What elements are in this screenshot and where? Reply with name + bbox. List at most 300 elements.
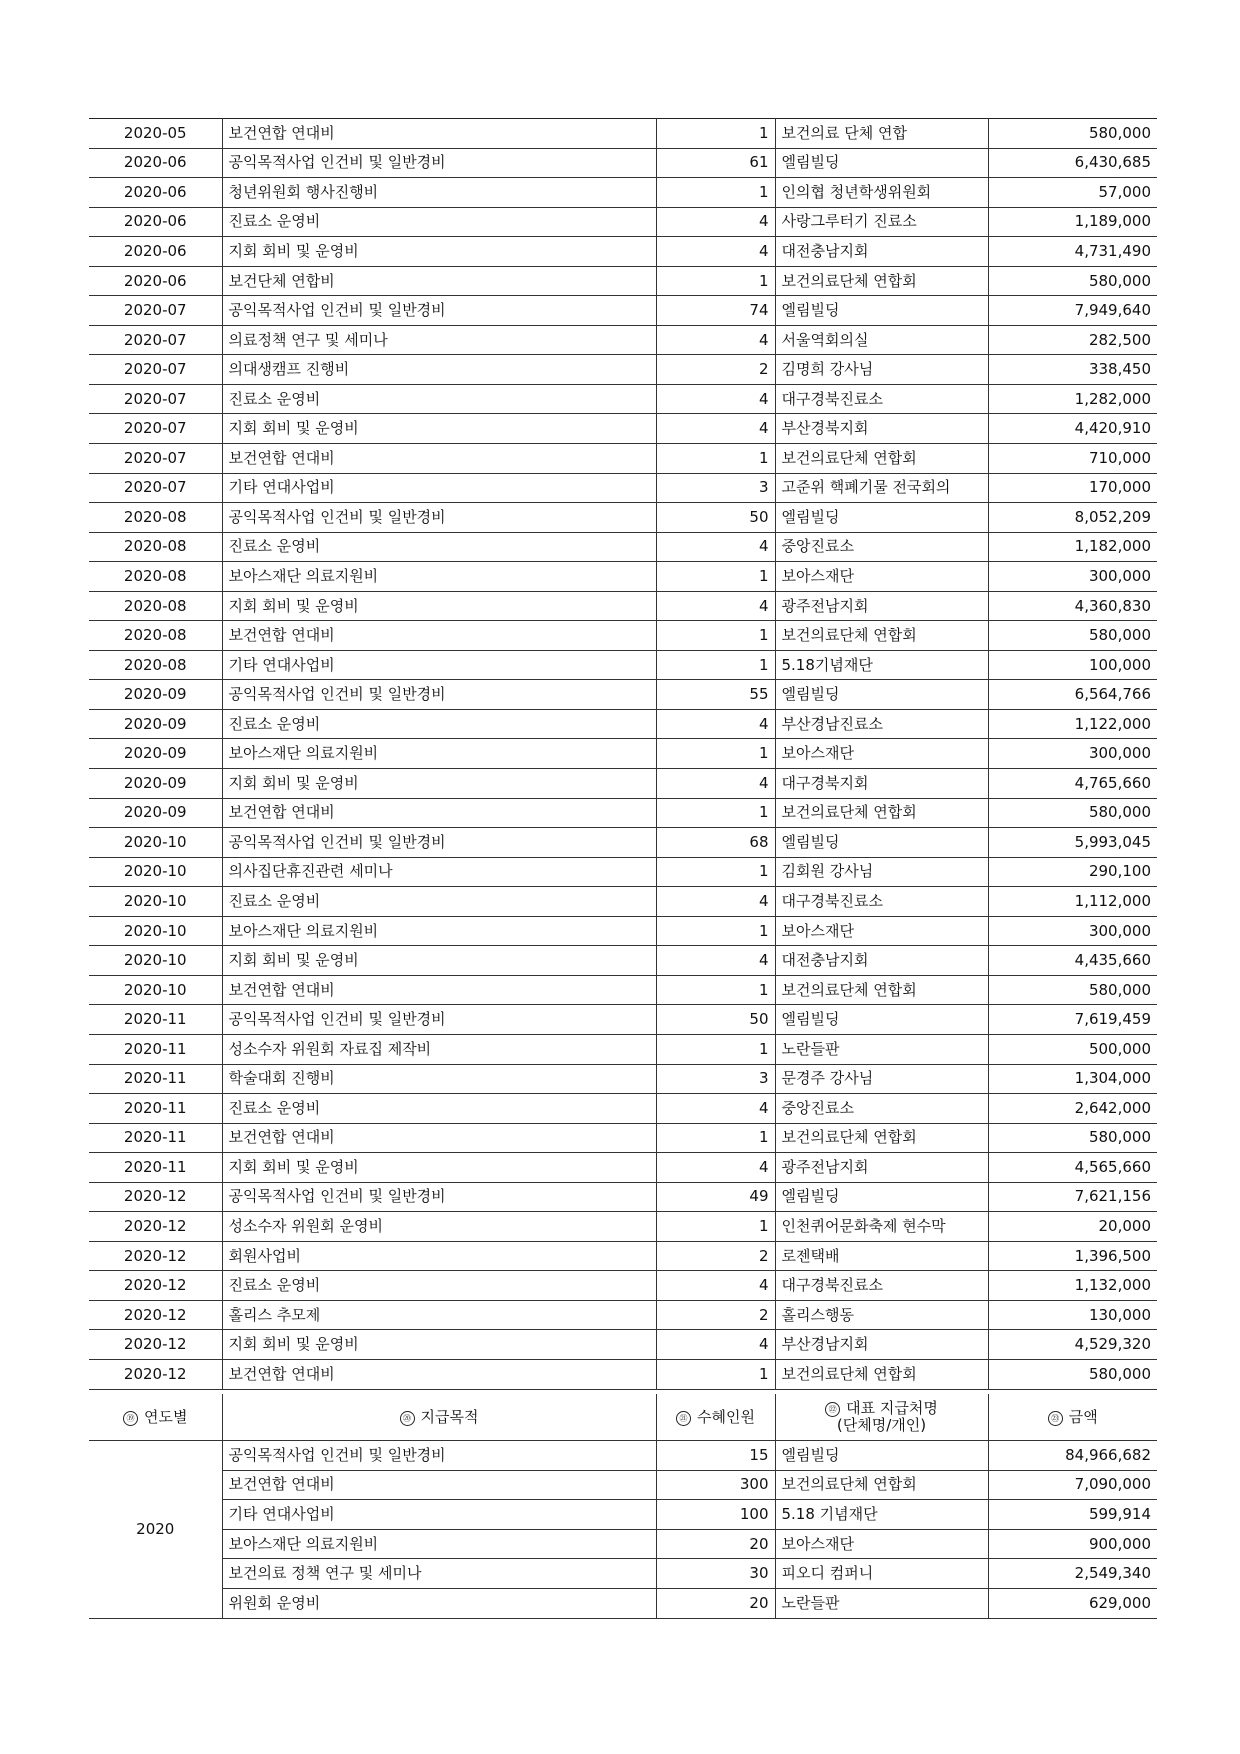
amount-cell: 710,000 bbox=[988, 444, 1157, 474]
table-row bbox=[89, 414, 1157, 444]
purpose-cell: 진료소 운영비 bbox=[222, 384, 656, 414]
detail-table-body bbox=[89, 119, 1157, 1390]
purpose-cell: 보아스재단 의료지원비 bbox=[222, 562, 656, 592]
summary-amount-cell: 599,914 bbox=[988, 1500, 1157, 1530]
recipient-cell: 엘림빌딩 bbox=[775, 1182, 988, 1212]
table-row bbox=[89, 473, 1157, 503]
count-cell: 2 bbox=[656, 355, 775, 385]
recipient-header bbox=[775, 1394, 988, 1441]
summary-row bbox=[89, 1441, 1157, 1471]
recipient-cell: 서울역회의실 bbox=[775, 325, 988, 355]
table-row bbox=[89, 769, 1157, 799]
purpose-cell: 공익목적사업 인건비 및 일반경비 bbox=[222, 828, 656, 858]
date-cell: 2020-10 bbox=[89, 946, 222, 976]
table-row bbox=[89, 237, 1157, 267]
recipient-cell: 보건의료단체 연합회 bbox=[775, 798, 988, 828]
recipient-cell: 문경주 강사님 bbox=[775, 1064, 988, 1094]
count-cell: 55 bbox=[656, 680, 775, 710]
table-row bbox=[89, 650, 1157, 680]
recipient-cell: 로젠택배 bbox=[775, 1241, 988, 1271]
date-cell: 2020-09 bbox=[89, 739, 222, 769]
amount-number-badge: ㉓ bbox=[1048, 1411, 1063, 1426]
date-cell: 2020-12 bbox=[89, 1212, 222, 1242]
count-cell: 61 bbox=[656, 148, 775, 178]
amount-cell: 580,000 bbox=[988, 798, 1157, 828]
amount-cell: 4,731,490 bbox=[988, 237, 1157, 267]
table-row bbox=[89, 325, 1157, 355]
table-row bbox=[89, 1153, 1157, 1183]
summary-count-cell: 100 bbox=[656, 1500, 775, 1530]
recipient-cell: 중앙진료소 bbox=[775, 1094, 988, 1124]
amount-cell: 1,282,000 bbox=[988, 384, 1157, 414]
recipient-cell: 김명희 강사님 bbox=[775, 355, 988, 385]
summary-purpose-cell: 기타 연대사업비 bbox=[222, 1500, 656, 1530]
date-cell: 2020-07 bbox=[89, 325, 222, 355]
date-cell: 2020-06 bbox=[89, 237, 222, 267]
purpose-cell: 보건연합 연대비 bbox=[222, 1123, 656, 1153]
recipient-cell: 고준위 핵폐기물 전국회의 bbox=[775, 473, 988, 503]
summary-row bbox=[89, 1470, 1157, 1500]
table-row bbox=[89, 1034, 1157, 1064]
purpose-cell: 의사집단휴진관련 세미나 bbox=[222, 857, 656, 887]
recipient-header-label: 대표 지급처명 bbox=[846, 1399, 938, 1418]
count-cell: 4 bbox=[656, 887, 775, 917]
date-cell: 2020-10 bbox=[89, 975, 222, 1005]
summary-amount-cell: 629,000 bbox=[988, 1588, 1157, 1618]
table-row bbox=[89, 148, 1157, 178]
table-row bbox=[89, 1359, 1157, 1389]
amount-cell: 5,993,045 bbox=[988, 828, 1157, 858]
count-cell: 4 bbox=[656, 1153, 775, 1183]
recipient-cell: 대구경북지회 bbox=[775, 769, 988, 799]
amount-cell: 4,435,660 bbox=[988, 946, 1157, 976]
count-cell: 4 bbox=[656, 1094, 775, 1124]
count-cell: 4 bbox=[656, 237, 775, 267]
purpose-cell: 진료소 운영비 bbox=[222, 532, 656, 562]
year-header-label: 연도별 bbox=[144, 1407, 188, 1426]
date-cell: 2020-07 bbox=[89, 384, 222, 414]
date-cell: 2020-12 bbox=[89, 1330, 222, 1360]
table-row bbox=[89, 207, 1157, 237]
amount-cell: 580,000 bbox=[988, 1123, 1157, 1153]
amount-cell: 1,189,000 bbox=[988, 207, 1157, 237]
purpose-cell: 보건연합 연대비 bbox=[222, 798, 656, 828]
table-row bbox=[89, 680, 1157, 710]
recipient-header-sublabel: (단체명/개인) bbox=[836, 1416, 927, 1435]
recipient-cell: 엘림빌딩 bbox=[775, 1005, 988, 1035]
table-row bbox=[89, 503, 1157, 533]
summary-row bbox=[89, 1529, 1157, 1559]
table-row bbox=[89, 178, 1157, 208]
purpose-cell: 보아스재단 의료지원비 bbox=[222, 916, 656, 946]
date-cell: 2020-12 bbox=[89, 1300, 222, 1330]
table-row bbox=[89, 1064, 1157, 1094]
recipient-cell: 김회원 강사님 bbox=[775, 857, 988, 887]
count-cell: 1 bbox=[656, 975, 775, 1005]
recipient-cell: 5.18기념재단 bbox=[775, 650, 988, 680]
table-row bbox=[89, 384, 1157, 414]
purpose-number-badge: ⑳ bbox=[400, 1411, 415, 1426]
date-cell: 2020-07 bbox=[89, 355, 222, 385]
count-cell: 4 bbox=[656, 1330, 775, 1360]
amount-header-label: 금액 bbox=[1068, 1407, 1098, 1426]
date-cell: 2020-08 bbox=[89, 650, 222, 680]
purpose-cell: 성소수자 위원회 운영비 bbox=[222, 1212, 656, 1242]
summary-recipient-cell: 피오디 컴퍼니 bbox=[775, 1559, 988, 1589]
summary-purpose-cell: 보아스재단 의료지원비 bbox=[222, 1529, 656, 1559]
purpose-cell: 진료소 운영비 bbox=[222, 1094, 656, 1124]
amount-cell: 1,304,000 bbox=[988, 1064, 1157, 1094]
table-row bbox=[89, 1212, 1157, 1242]
count-number-badge: ㉑ bbox=[676, 1411, 691, 1426]
table-row bbox=[89, 591, 1157, 621]
count-cell: 1 bbox=[656, 916, 775, 946]
recipient-cell: 노란들판 bbox=[775, 1034, 988, 1064]
table-row bbox=[89, 532, 1157, 562]
recipient-cell: 보아스재단 bbox=[775, 739, 988, 769]
amount-cell: 290,100 bbox=[988, 857, 1157, 887]
amount-cell: 300,000 bbox=[988, 562, 1157, 592]
date-cell: 2020-10 bbox=[89, 828, 222, 858]
annual-summary-table bbox=[89, 1394, 1157, 1619]
amount-cell: 57,000 bbox=[988, 178, 1157, 208]
amount-header bbox=[988, 1394, 1157, 1441]
purpose-cell: 진료소 운영비 bbox=[222, 207, 656, 237]
count-cell: 1 bbox=[656, 1123, 775, 1153]
count-cell: 1 bbox=[656, 798, 775, 828]
date-cell: 2020-08 bbox=[89, 621, 222, 651]
purpose-cell: 지회 회비 및 운영비 bbox=[222, 237, 656, 267]
count-cell: 1 bbox=[656, 562, 775, 592]
date-cell: 2020-11 bbox=[89, 1034, 222, 1064]
purpose-cell: 공익목적사업 인건비 및 일반경비 bbox=[222, 296, 656, 326]
purpose-cell: 성소수자 위원회 자료집 제작비 bbox=[222, 1034, 656, 1064]
count-cell: 3 bbox=[656, 1064, 775, 1094]
count-cell: 4 bbox=[656, 709, 775, 739]
date-cell: 2020-09 bbox=[89, 798, 222, 828]
date-cell: 2020-09 bbox=[89, 680, 222, 710]
count-cell: 1 bbox=[656, 119, 775, 149]
purpose-cell: 공익목적사업 인건비 및 일반경비 bbox=[222, 1182, 656, 1212]
date-cell: 2020-10 bbox=[89, 887, 222, 917]
summary-count-cell: 15 bbox=[656, 1441, 775, 1471]
purpose-cell: 기타 연대사업비 bbox=[222, 473, 656, 503]
recipient-cell: 대구경북진료소 bbox=[775, 384, 988, 414]
table-row bbox=[89, 946, 1157, 976]
recipient-cell: 인의협 청년학생위원회 bbox=[775, 178, 988, 208]
amount-cell: 1,112,000 bbox=[988, 887, 1157, 917]
recipient-cell: 보아스재단 bbox=[775, 916, 988, 946]
date-cell: 2020-12 bbox=[89, 1271, 222, 1301]
table-row bbox=[89, 562, 1157, 592]
count-cell: 4 bbox=[656, 769, 775, 799]
summary-row bbox=[89, 1588, 1157, 1618]
recipient-cell: 대구경북진료소 bbox=[775, 1271, 988, 1301]
date-cell: 2020-11 bbox=[89, 1094, 222, 1124]
purpose-cell: 지회 회비 및 운영비 bbox=[222, 1330, 656, 1360]
count-cell: 1 bbox=[656, 1359, 775, 1389]
count-cell: 4 bbox=[656, 591, 775, 621]
count-cell: 1 bbox=[656, 739, 775, 769]
purpose-cell: 의료정책 연구 및 세미나 bbox=[222, 325, 656, 355]
count-cell: 1 bbox=[656, 857, 775, 887]
count-cell: 1 bbox=[656, 621, 775, 651]
purpose-cell: 보건연합 연대비 bbox=[222, 1359, 656, 1389]
count-cell: 1 bbox=[656, 178, 775, 208]
count-cell: 1 bbox=[656, 1212, 775, 1242]
count-cell: 1 bbox=[656, 444, 775, 474]
summary-count-cell: 20 bbox=[656, 1529, 775, 1559]
expenditure-detail-table bbox=[89, 118, 1157, 1390]
count-cell: 1 bbox=[656, 1034, 775, 1064]
summary-amount-cell: 7,090,000 bbox=[988, 1470, 1157, 1500]
amount-cell: 580,000 bbox=[988, 1359, 1157, 1389]
table-row bbox=[89, 266, 1157, 296]
date-cell: 2020-08 bbox=[89, 532, 222, 562]
table-row bbox=[89, 621, 1157, 651]
date-cell: 2020-06 bbox=[89, 178, 222, 208]
amount-cell: 4,529,320 bbox=[988, 1330, 1157, 1360]
summary-count-cell: 20 bbox=[656, 1588, 775, 1618]
date-cell: 2020-12 bbox=[89, 1359, 222, 1389]
date-cell: 2020-11 bbox=[89, 1123, 222, 1153]
amount-cell: 338,450 bbox=[988, 355, 1157, 385]
purpose-cell: 지회 회비 및 운영비 bbox=[222, 769, 656, 799]
recipient-cell: 대전충남지회 bbox=[775, 946, 988, 976]
purpose-cell: 의대생캠프 진행비 bbox=[222, 355, 656, 385]
recipient-cell: 엘림빌딩 bbox=[775, 503, 988, 533]
date-cell: 2020-12 bbox=[89, 1241, 222, 1271]
amount-cell: 6,564,766 bbox=[988, 680, 1157, 710]
table-row bbox=[89, 1005, 1157, 1035]
recipient-cell: 엘림빌딩 bbox=[775, 680, 988, 710]
purpose-cell: 홀리스 추모제 bbox=[222, 1300, 656, 1330]
recipient-cell: 중앙진료소 bbox=[775, 532, 988, 562]
recipient-cell: 부산경남진료소 bbox=[775, 709, 988, 739]
recipient-cell: 홀리스행동 bbox=[775, 1300, 988, 1330]
summary-recipient-cell: 보아스재단 bbox=[775, 1529, 988, 1559]
table-row bbox=[89, 1094, 1157, 1124]
summary-recipient-cell: 보건의료단체 연합회 bbox=[775, 1470, 988, 1500]
recipient-cell: 부산경남지회 bbox=[775, 1330, 988, 1360]
table-row bbox=[89, 798, 1157, 828]
count-cell: 4 bbox=[656, 1271, 775, 1301]
recipient-cell: 보건의료단체 연합회 bbox=[775, 621, 988, 651]
count-cell: 4 bbox=[656, 414, 775, 444]
count-header bbox=[656, 1394, 775, 1441]
summary-purpose-cell: 공익목적사업 인건비 및 일반경비 bbox=[222, 1441, 656, 1471]
count-cell: 68 bbox=[656, 828, 775, 858]
purpose-cell: 보건연합 연대비 bbox=[222, 621, 656, 651]
amount-cell: 4,765,660 bbox=[988, 769, 1157, 799]
amount-cell: 500,000 bbox=[988, 1034, 1157, 1064]
date-cell: 2020-09 bbox=[89, 769, 222, 799]
recipient-cell: 보건의료단체 연합회 bbox=[775, 975, 988, 1005]
purpose-cell: 보건단체 연합비 bbox=[222, 266, 656, 296]
summary-count-cell: 30 bbox=[656, 1559, 775, 1589]
purpose-cell: 지회 회비 및 운영비 bbox=[222, 946, 656, 976]
amount-cell: 1,132,000 bbox=[988, 1271, 1157, 1301]
recipient-cell: 엘림빌딩 bbox=[775, 148, 988, 178]
amount-cell: 170,000 bbox=[988, 473, 1157, 503]
recipient-cell: 대전충남지회 bbox=[775, 237, 988, 267]
date-cell: 2020-06 bbox=[89, 266, 222, 296]
date-cell: 2020-06 bbox=[89, 148, 222, 178]
summary-amount-cell: 2,549,340 bbox=[988, 1559, 1157, 1589]
purpose-cell: 학술대회 진행비 bbox=[222, 1064, 656, 1094]
recipient-cell: 사랑그루터기 진료소 bbox=[775, 207, 988, 237]
date-cell: 2020-11 bbox=[89, 1064, 222, 1094]
amount-cell: 8,052,209 bbox=[988, 503, 1157, 533]
recipient-cell: 광주전남지회 bbox=[775, 1153, 988, 1183]
recipient-cell: 부산경북지회 bbox=[775, 414, 988, 444]
date-cell: 2020-08 bbox=[89, 591, 222, 621]
purpose-header bbox=[222, 1394, 656, 1441]
amount-cell: 100,000 bbox=[988, 650, 1157, 680]
purpose-cell: 보건연합 연대비 bbox=[222, 975, 656, 1005]
summary-purpose-cell: 보건연합 연대비 bbox=[222, 1470, 656, 1500]
amount-cell: 300,000 bbox=[988, 739, 1157, 769]
count-cell: 2 bbox=[656, 1241, 775, 1271]
date-cell: 2020-12 bbox=[89, 1182, 222, 1212]
summary-amount-cell: 84,966,682 bbox=[988, 1441, 1157, 1471]
purpose-cell: 보아스재단 의료지원비 bbox=[222, 739, 656, 769]
count-cell: 4 bbox=[656, 384, 775, 414]
date-cell: 2020-05 bbox=[89, 119, 222, 149]
amount-cell: 580,000 bbox=[988, 266, 1157, 296]
count-cell: 74 bbox=[656, 296, 775, 326]
amount-cell: 7,621,156 bbox=[988, 1182, 1157, 1212]
count-cell: 2 bbox=[656, 1300, 775, 1330]
summary-purpose-cell: 보건의료 정책 연구 및 세미나 bbox=[222, 1559, 656, 1589]
table-row bbox=[89, 1182, 1157, 1212]
amount-cell: 2,642,000 bbox=[988, 1094, 1157, 1124]
amount-cell: 1,396,500 bbox=[988, 1241, 1157, 1271]
purpose-cell: 지회 회비 및 운영비 bbox=[222, 1153, 656, 1183]
date-cell: 2020-11 bbox=[89, 1005, 222, 1035]
amount-cell: 580,000 bbox=[988, 119, 1157, 149]
table-row bbox=[89, 857, 1157, 887]
recipient-cell: 대구경북진료소 bbox=[775, 887, 988, 917]
table-row bbox=[89, 1330, 1157, 1360]
table-row bbox=[89, 1300, 1157, 1330]
table-row bbox=[89, 916, 1157, 946]
amount-cell: 4,360,830 bbox=[988, 591, 1157, 621]
table-row bbox=[89, 444, 1157, 474]
recipient-cell: 인천퀴어문화축제 현수막 bbox=[775, 1212, 988, 1242]
count-cell: 1 bbox=[656, 650, 775, 680]
year-header bbox=[89, 1394, 222, 1441]
table-row bbox=[89, 828, 1157, 858]
purpose-cell: 보건연합 연대비 bbox=[222, 444, 656, 474]
summary-amount-cell: 900,000 bbox=[988, 1529, 1157, 1559]
purpose-cell: 기타 연대사업비 bbox=[222, 650, 656, 680]
purpose-cell: 공익목적사업 인건비 및 일반경비 bbox=[222, 503, 656, 533]
summary-row bbox=[89, 1500, 1157, 1530]
date-cell: 2020-11 bbox=[89, 1153, 222, 1183]
amount-cell: 7,619,459 bbox=[988, 1005, 1157, 1035]
table-row bbox=[89, 975, 1157, 1005]
amount-cell: 282,500 bbox=[988, 325, 1157, 355]
table-row bbox=[89, 739, 1157, 769]
summary-count-cell: 300 bbox=[656, 1470, 775, 1500]
recipient-cell: 엘림빌딩 bbox=[775, 828, 988, 858]
count-cell: 4 bbox=[656, 946, 775, 976]
count-cell: 4 bbox=[656, 532, 775, 562]
purpose-cell: 진료소 운영비 bbox=[222, 887, 656, 917]
date-cell: 2020-10 bbox=[89, 857, 222, 887]
date-cell: 2020-09 bbox=[89, 709, 222, 739]
summary-table-body bbox=[89, 1394, 1157, 1618]
recipient-cell: 보건의료단체 연합회 bbox=[775, 444, 988, 474]
summary-header-row bbox=[89, 1394, 1157, 1441]
date-cell: 2020-07 bbox=[89, 296, 222, 326]
amount-cell: 580,000 bbox=[988, 975, 1157, 1005]
recipient-cell: 보건의료단체 연합회 bbox=[775, 266, 988, 296]
amount-cell: 300,000 bbox=[988, 916, 1157, 946]
purpose-cell: 진료소 운영비 bbox=[222, 709, 656, 739]
recipient-cell: 보아스재단 bbox=[775, 562, 988, 592]
date-cell: 2020-07 bbox=[89, 414, 222, 444]
year-number-badge: ⑲ bbox=[123, 1411, 138, 1426]
count-cell: 1 bbox=[656, 266, 775, 296]
table-row bbox=[89, 296, 1157, 326]
table-row bbox=[89, 887, 1157, 917]
count-cell: 3 bbox=[656, 473, 775, 503]
table-row bbox=[89, 355, 1157, 385]
purpose-cell: 공익목적사업 인건비 및 일반경비 bbox=[222, 680, 656, 710]
purpose-cell: 진료소 운영비 bbox=[222, 1271, 656, 1301]
amount-cell: 580,000 bbox=[988, 621, 1157, 651]
purpose-cell: 공익목적사업 인건비 및 일반경비 bbox=[222, 148, 656, 178]
recipient-cell: 보건의료단체 연합회 bbox=[775, 1123, 988, 1153]
purpose-cell: 지회 회비 및 운영비 bbox=[222, 591, 656, 621]
count-cell: 50 bbox=[656, 1005, 775, 1035]
recipient-cell: 엘림빌딩 bbox=[775, 296, 988, 326]
count-header-label: 수혜인원 bbox=[697, 1407, 755, 1426]
purpose-cell: 청년위원회 행사진행비 bbox=[222, 178, 656, 208]
summary-recipient-cell: 엘림빌딩 bbox=[775, 1441, 988, 1471]
purpose-cell: 보건연합 연대비 bbox=[222, 119, 656, 149]
recipient-number-badge: ㉒ bbox=[825, 1402, 840, 1417]
date-cell: 2020-07 bbox=[89, 473, 222, 503]
recipient-cell: 광주전남지회 bbox=[775, 591, 988, 621]
count-cell: 50 bbox=[656, 503, 775, 533]
summary-recipient-cell: 5.18 기념재단 bbox=[775, 1500, 988, 1530]
count-cell: 4 bbox=[656, 325, 775, 355]
amount-cell: 1,182,000 bbox=[988, 532, 1157, 562]
recipient-cell: 보건의료단체 연합회 bbox=[775, 1359, 988, 1389]
purpose-cell: 공익목적사업 인건비 및 일반경비 bbox=[222, 1005, 656, 1035]
count-cell: 4 bbox=[656, 207, 775, 237]
purpose-cell: 지회 회비 및 운영비 bbox=[222, 414, 656, 444]
table-row bbox=[89, 1241, 1157, 1271]
count-cell: 49 bbox=[656, 1182, 775, 1212]
table-row bbox=[89, 1271, 1157, 1301]
amount-cell: 4,420,910 bbox=[988, 414, 1157, 444]
amount-cell: 20,000 bbox=[988, 1212, 1157, 1242]
recipient-cell: 보건의료 단체 연합 bbox=[775, 119, 988, 149]
summary-recipient-cell: 노란들판 bbox=[775, 1588, 988, 1618]
purpose-cell: 회원사업비 bbox=[222, 1241, 656, 1271]
amount-cell: 1,122,000 bbox=[988, 709, 1157, 739]
table-row bbox=[89, 709, 1157, 739]
amount-cell: 130,000 bbox=[988, 1300, 1157, 1330]
summary-year-cell: 2020 bbox=[89, 1441, 222, 1619]
amount-cell: 4,565,660 bbox=[988, 1153, 1157, 1183]
purpose-header-label: 지급목적 bbox=[420, 1407, 479, 1426]
date-cell: 2020-10 bbox=[89, 916, 222, 946]
